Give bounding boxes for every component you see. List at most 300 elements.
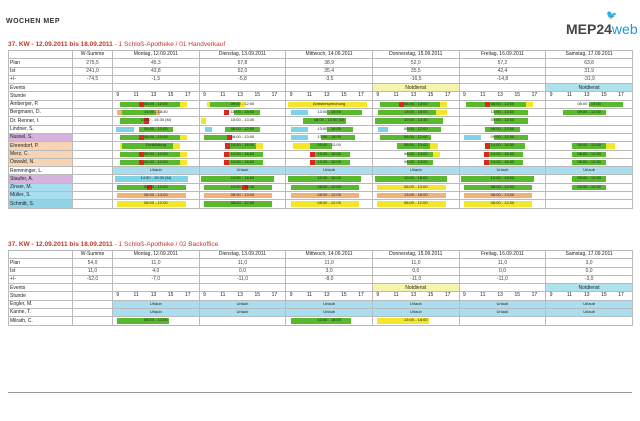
shift-cell[interactable] xyxy=(459,142,546,150)
shift-text: 08:00 - 12:00 xyxy=(404,125,428,131)
value-ist: 35,4 xyxy=(286,67,373,75)
employee-name[interactable]: Merz, C. xyxy=(9,150,73,158)
shift-cell[interactable] xyxy=(546,200,633,208)
shift-cell[interactable] xyxy=(546,158,633,166)
shift-cell[interactable] xyxy=(286,183,373,191)
day-header: Freitag, 16.09.2011 xyxy=(459,251,546,259)
value-plan: 57,2 xyxy=(459,59,546,67)
shift-cell[interactable] xyxy=(113,192,200,200)
row-label-plan: Plan xyxy=(9,59,73,67)
stunde-label: Stunde xyxy=(9,292,73,300)
shift-text: 10:00 - 18:00 xyxy=(317,175,341,181)
event-cell xyxy=(113,84,200,92)
tick-cell xyxy=(459,292,546,300)
shift-cell[interactable] xyxy=(113,150,200,158)
shift-cell[interactable] xyxy=(372,175,459,183)
shift-cell[interactable] xyxy=(113,200,200,208)
shift-text: Amtsbesprechung xyxy=(313,100,346,106)
employee-name[interactable]: Staufer, A. xyxy=(9,175,73,183)
employee-name[interactable]: Nussel, S. xyxy=(9,133,73,141)
shift-cell[interactable] xyxy=(459,192,546,200)
value-plan: 57,8 xyxy=(199,59,286,67)
shift-text: 10:00 - 13:30 xyxy=(404,117,428,123)
shift-text: Urlaub xyxy=(149,309,162,315)
shift-cell[interactable] xyxy=(199,309,286,317)
shift-cell[interactable] xyxy=(459,125,546,133)
employee-sum xyxy=(73,300,113,308)
summary-diff: -74,5 xyxy=(73,75,113,83)
value-plan: 52,0 xyxy=(372,59,459,67)
shift-text: 08:00 - 12:00 xyxy=(490,200,515,206)
tick-label: 13 xyxy=(497,292,503,299)
employee-name[interactable]: Amberger, P. xyxy=(9,100,73,108)
shift-text: 08:00 - 13:00 xyxy=(404,150,428,156)
value-diff: -11,0 xyxy=(199,275,286,283)
shift-text: 08:00 - 13:00 (M) xyxy=(313,117,345,123)
tick-label: 13 xyxy=(583,92,590,99)
shift-text: 08:00 - 12:00 xyxy=(317,192,341,198)
shift-cell[interactable] xyxy=(286,100,373,108)
tick-label: 13 xyxy=(410,92,417,99)
shift-text: 13:00 - 18:00 xyxy=(317,133,341,139)
tick-cell xyxy=(286,92,373,100)
value-plan: 11,0 xyxy=(286,259,373,267)
employee-sum xyxy=(73,158,113,166)
shift-text: 10:00 - 18:00 xyxy=(230,142,255,148)
shift-cell[interactable] xyxy=(459,317,546,325)
shift-text: 13:00 - 18:00 xyxy=(317,125,341,131)
shift-cell[interactable] xyxy=(199,125,286,133)
shift-cell[interactable] xyxy=(546,133,633,141)
shift-cell[interactable] xyxy=(546,175,633,183)
shift-text: 08:00 - 13:00 xyxy=(144,317,168,323)
employee-sum xyxy=(73,100,113,108)
shift-text: Urlaub xyxy=(496,300,509,306)
employee-name[interactable]: Oswald, N. xyxy=(9,158,73,166)
shift-cell[interactable] xyxy=(199,175,286,183)
shift-cell[interactable] xyxy=(199,109,286,117)
summary-plan: 275,5 xyxy=(73,59,113,67)
shift-cell[interactable] xyxy=(546,109,633,117)
shift-cell[interactable] xyxy=(199,183,286,191)
day-header: Samstag, 17.09.2011 xyxy=(546,51,633,59)
tick-label: 15 xyxy=(167,292,174,299)
shift-text: Urlaub xyxy=(236,167,249,173)
shift-cell[interactable] xyxy=(113,309,200,317)
shift-text: 13:00 - 18:00 xyxy=(404,317,428,323)
shift-cell[interactable] xyxy=(372,150,459,158)
corner-cell xyxy=(9,251,73,259)
shift-cell[interactable] xyxy=(372,300,459,308)
employee-sum xyxy=(73,192,113,200)
shift-text: 08:00 - 12:00 xyxy=(404,133,428,139)
shift-text: 08:00 - 12:00 xyxy=(230,125,255,131)
shift-cell[interactable] xyxy=(286,142,373,150)
day-header: Montag, 12.09.2011 xyxy=(113,51,200,59)
shift-cell[interactable] xyxy=(546,100,633,108)
tick-cell xyxy=(199,292,286,300)
value-ist: 0,0 xyxy=(459,267,546,275)
shift-text: 10:00 - 13:00 xyxy=(490,109,515,115)
shift-cell[interactable] xyxy=(286,133,373,141)
tick-label: 13 xyxy=(324,92,330,99)
shift-text: 08:00 - 12:00 xyxy=(230,200,255,206)
tick-cell xyxy=(286,292,373,300)
event-cell: Notdienst xyxy=(546,284,633,292)
shift-text: 08:00 - 12:00 xyxy=(577,142,601,148)
employee-name[interactable]: Engler, M. xyxy=(9,300,73,308)
shift-cell[interactable] xyxy=(286,309,373,317)
shift-cell[interactable] xyxy=(459,200,546,208)
day-header: Dienstag, 13.09.2011 xyxy=(199,251,286,259)
employee-sum xyxy=(73,150,113,158)
tick-label: 15 xyxy=(514,292,520,299)
shift-text: 08:00 - 12:00 xyxy=(144,133,168,139)
value-diff: -1,5 xyxy=(113,75,200,83)
value-diff: -3,0 xyxy=(546,275,633,283)
shift-cell[interactable] xyxy=(546,117,633,125)
tick-label: 11 xyxy=(306,292,313,299)
shift-text: 14:00 - 18:30 xyxy=(490,158,515,164)
shift-cell[interactable] xyxy=(199,150,286,158)
shift-text: Urlaub xyxy=(323,309,336,315)
shift-cell[interactable] xyxy=(113,109,200,117)
shift-cell[interactable] xyxy=(459,150,546,158)
tick-label: 13 xyxy=(237,92,243,99)
value-plan: 11,0 xyxy=(372,259,459,267)
shift-cell[interactable] xyxy=(459,300,546,308)
tick-label: 15 xyxy=(601,292,607,299)
shift-text: 13:00 - 18:00 xyxy=(404,109,428,115)
tick-label: 9 xyxy=(289,292,293,299)
shift-text: 08:00 - 13:00 xyxy=(577,100,601,106)
tick-label: 15 xyxy=(254,92,261,99)
value-ist: 31,9 xyxy=(546,67,633,75)
shift-cell[interactable] xyxy=(286,125,373,133)
shift-cell[interactable] xyxy=(286,300,373,308)
value-diff: -5,8 xyxy=(199,75,286,83)
employee-name[interactable]: Ehrendorf, P. xyxy=(9,142,73,150)
shift-text: 08:00 - 12:00 xyxy=(144,100,168,106)
shift-text: 08:00 - 12:00 xyxy=(144,150,168,156)
section2-table xyxy=(8,250,633,326)
shift-text: 08:00 - 12:00 xyxy=(144,200,168,206)
shift-text: Urlaub xyxy=(409,309,422,315)
shift-cell[interactable] xyxy=(199,300,286,308)
shift-cell[interactable] xyxy=(199,192,286,200)
shift-cell[interactable] xyxy=(286,158,373,166)
shift-text: 08:00 - 12:00 xyxy=(490,183,515,189)
summary-header: W-Summe xyxy=(73,51,113,59)
shift-text: 08:00 - 12:00 xyxy=(144,158,168,164)
shift-text: 13:00 - 18:00 xyxy=(404,192,428,198)
shift-text: 08:00 - 12:00 xyxy=(490,100,515,106)
shift-cell[interactable] xyxy=(113,317,200,325)
event-cell xyxy=(286,84,373,92)
shift-cell[interactable] xyxy=(286,192,373,200)
shift-text: 14:00 - 18:30 xyxy=(490,150,515,156)
value-ist: 0,0 xyxy=(546,267,633,275)
shift-cell[interactable] xyxy=(546,142,633,150)
event-cell: Notdienst xyxy=(372,284,459,292)
shift-cell[interactable] xyxy=(113,158,200,166)
value-diff: -11,0 xyxy=(459,275,546,283)
shift-cell[interactable] xyxy=(199,117,286,125)
value-diff: -7,0 xyxy=(113,275,200,283)
shift-cell[interactable] xyxy=(459,100,546,108)
shift-cell[interactable] xyxy=(113,125,200,133)
shift-cell[interactable] xyxy=(546,125,633,133)
tick-label: 9 xyxy=(203,292,206,299)
shift-cell[interactable] xyxy=(459,117,546,125)
tick-label: 15 xyxy=(601,92,607,99)
shift-cell[interactable] xyxy=(372,183,459,191)
shift-text: 10:00 - 18:00 xyxy=(404,175,428,181)
shift-text: Urlaub xyxy=(496,167,509,173)
event-cell xyxy=(459,84,546,92)
shift-text: Urlaub xyxy=(409,167,422,173)
shift-text: Urlaub xyxy=(323,300,336,306)
shift-cell[interactable] xyxy=(372,133,459,141)
shift-text: 08:00 - 13:00 xyxy=(404,183,428,189)
shift-cell[interactable] xyxy=(199,200,286,208)
shift-cell[interactable] xyxy=(546,317,633,325)
shift-text: 08:00 - 12:00 xyxy=(144,183,168,189)
tick-cell xyxy=(372,292,459,300)
summary-plan: 54,0 xyxy=(73,259,113,267)
tick-label: 13 xyxy=(237,292,243,299)
shift-cell[interactable] xyxy=(113,167,200,175)
shift-cell[interactable] xyxy=(459,158,546,166)
shift-text: 10:00 - 18:00 xyxy=(230,109,255,115)
stunde-label: Stunde xyxy=(9,92,73,100)
tick-label: 15 xyxy=(341,292,347,299)
tick-label: 17 xyxy=(184,92,191,99)
tick-label: 15 xyxy=(427,292,434,299)
value-ist: 0,0 xyxy=(199,267,286,275)
value-ist: 35,5 xyxy=(372,67,459,75)
employee-name[interactable]: Dr. Renner, I. xyxy=(9,117,73,125)
value-diff: -16,5 xyxy=(372,75,459,83)
employee-sum xyxy=(73,167,113,175)
event-cell xyxy=(199,84,286,92)
tick-label: 17 xyxy=(358,292,364,299)
shift-cell[interactable] xyxy=(199,100,286,108)
shift-text: 14:00 - 15:30 (M) xyxy=(140,175,172,181)
shift-cell[interactable] xyxy=(372,317,459,325)
summary-header: W-Summe xyxy=(73,251,113,259)
shift-text: 10:00 - 18:00 xyxy=(490,175,515,181)
shift-cell[interactable] xyxy=(372,125,459,133)
tick-label: 9 xyxy=(203,92,206,99)
employee-sum xyxy=(73,200,113,208)
tick-label: 13 xyxy=(150,92,157,99)
tick-label: 11 xyxy=(133,292,139,299)
shift-cell[interactable] xyxy=(286,317,373,325)
shift-cell[interactable] xyxy=(199,142,286,150)
shift-cell[interactable] xyxy=(459,309,546,317)
shift-cell[interactable] xyxy=(286,167,373,175)
shift-cell[interactable] xyxy=(459,175,546,183)
tick-label: 17 xyxy=(618,292,624,299)
employee-name[interactable]: Milrath, C. xyxy=(9,317,73,325)
shift-text: 08:00 - 13:00 xyxy=(404,158,428,164)
shift-cell[interactable] xyxy=(459,133,546,141)
value-plan: 11,0 xyxy=(113,259,200,267)
employee-name[interactable]: Kanne, T. xyxy=(9,309,73,317)
summary-diff: -52,0 xyxy=(73,275,113,283)
shift-cell[interactable] xyxy=(199,133,286,141)
shift-cell[interactable] xyxy=(113,117,200,125)
shift-cell[interactable] xyxy=(459,109,546,117)
shift-cell[interactable] xyxy=(113,142,200,150)
tick-label: 17 xyxy=(271,292,278,299)
tick-label: 15 xyxy=(167,92,174,99)
bird-icon: 🐦 xyxy=(606,10,618,20)
employee-name[interactable]: Müller, S. xyxy=(9,192,73,200)
shift-cell[interactable] xyxy=(372,200,459,208)
tick-label: 15 xyxy=(341,92,347,99)
shift-cell[interactable] xyxy=(113,100,200,108)
summary-ist: 241,0 xyxy=(73,67,113,75)
shift-text: Urlaub xyxy=(583,309,595,315)
shift-text: Urlaub xyxy=(583,167,595,173)
shift-text: 08:00 - 12:00 xyxy=(577,158,601,164)
shift-text: 09:00 - 12:00 xyxy=(230,100,255,106)
tick-label: 17 xyxy=(531,92,538,99)
shift-cell[interactable] xyxy=(199,167,286,175)
tick-label: 13 xyxy=(410,292,417,299)
value-diff: -3,5 xyxy=(286,75,373,83)
shift-text: 08:00 - 13:00 xyxy=(490,192,515,198)
shift-text: Urlaub xyxy=(323,167,336,173)
shift-cell[interactable] xyxy=(286,175,373,183)
shift-cell[interactable] xyxy=(546,167,633,175)
shift-text: Urlaub xyxy=(236,309,249,315)
event-cell xyxy=(199,284,286,292)
shift-cell[interactable] xyxy=(372,117,459,125)
tick-label: 11 xyxy=(306,92,313,99)
day-header: Mittwoch, 14.09.2011 xyxy=(286,251,373,259)
event-cell: Notdienst xyxy=(546,84,633,92)
value-ist: 42,4 xyxy=(459,67,546,75)
event-cell xyxy=(113,284,200,292)
shift-cell[interactable] xyxy=(372,142,459,150)
corner-cell xyxy=(9,51,73,59)
event-cell xyxy=(459,284,546,292)
tick-cell xyxy=(113,92,200,100)
shift-text: 08:00 - 13:00 xyxy=(404,142,428,148)
event-cell: Notdienst xyxy=(372,84,459,92)
tick-label: 15 xyxy=(427,92,434,99)
shift-text: 14:00 - 18:30 xyxy=(230,183,255,189)
employee-sum xyxy=(73,183,113,191)
shift-cell[interactable] xyxy=(372,100,459,108)
employee-name[interactable]: Remminger, L. xyxy=(9,167,73,175)
value-plan: 11,0 xyxy=(199,259,286,267)
shift-text: 10:00 - 13:30 xyxy=(230,117,255,123)
shift-text: Urlaub xyxy=(583,300,595,306)
shift-cell[interactable] xyxy=(546,309,633,317)
row-label-diff: +/- xyxy=(9,275,73,283)
tick-label: 17 xyxy=(184,292,191,299)
shift-text: 09:00 - 12:00 xyxy=(577,183,601,189)
shift-text: Fortbildung xyxy=(145,142,166,148)
tick-label: 17 xyxy=(444,92,451,99)
shift-text: 08:00 - 12:00 xyxy=(577,150,601,156)
shift-cell[interactable] xyxy=(199,158,286,166)
shift-cell[interactable] xyxy=(199,317,286,325)
tick-label: 9 xyxy=(463,92,466,99)
row-label-diff: +/- xyxy=(9,75,73,83)
events-sum xyxy=(73,84,113,92)
shift-cell[interactable] xyxy=(459,183,546,191)
tick-label: 9 xyxy=(116,292,120,299)
shift-cell[interactable] xyxy=(372,158,459,166)
page-title: WOCHEN MEP xyxy=(6,18,60,25)
shift-cell[interactable] xyxy=(113,175,200,183)
shift-text: 08:00 - 13:00 xyxy=(404,100,428,106)
shift-text: 09:00 - 12:00 xyxy=(317,142,341,148)
shift-cell[interactable] xyxy=(286,117,373,125)
shift-cell[interactable] xyxy=(546,150,633,158)
employee-name[interactable]: Schmitt, S. xyxy=(9,200,73,208)
shift-cell[interactable] xyxy=(372,309,459,317)
shift-text: 08:00 - 12:00 xyxy=(404,200,428,206)
day-header: Samstag, 17.09.2011 xyxy=(546,251,633,259)
employee-name[interactable]: Zinser, M. xyxy=(9,183,73,191)
employee-sum xyxy=(73,309,113,317)
shift-text: 09:00 - 12:00 xyxy=(577,175,601,181)
value-plan: 3,0 xyxy=(546,259,633,267)
shift-cell[interactable] xyxy=(286,150,373,158)
shift-text: 08:00 - 13:00 xyxy=(230,192,255,198)
shift-cell[interactable] xyxy=(546,192,633,200)
shift-cell[interactable] xyxy=(459,167,546,175)
shift-cell[interactable] xyxy=(286,109,373,117)
shift-text: 13:00 - 18:00 xyxy=(317,317,341,323)
employee-name[interactable]: Bergmann, D. xyxy=(9,109,73,117)
employee-name[interactable]: Lindner, S. xyxy=(9,125,73,133)
day-header: Freitag, 16.09.2011 xyxy=(459,51,546,59)
shift-text: Urlaub xyxy=(149,300,162,306)
shift-cell[interactable] xyxy=(113,300,200,308)
tick-label: 15 xyxy=(514,92,520,99)
employee-sum xyxy=(73,317,113,325)
shift-cell[interactable] xyxy=(372,109,459,117)
shift-text: 09:00 - 12:00 xyxy=(577,109,601,115)
shift-text: 08:00 - 12:00 xyxy=(490,125,515,131)
tick-cell xyxy=(546,292,633,300)
value-ist: 43,8 xyxy=(113,67,200,75)
shift-text: 09:00 - 12:00 xyxy=(144,125,168,131)
shift-cell[interactable] xyxy=(546,300,633,308)
shift-cell[interactable] xyxy=(546,183,633,191)
shift-cell[interactable] xyxy=(372,192,459,200)
shift-cell[interactable] xyxy=(286,200,373,208)
section1-title: 37. KW - 12.09.2011 bis 18.09.2011 - 1 Schloß-Apotheke / 01 Handverkauf xyxy=(8,41,226,48)
tick-label: 11 xyxy=(566,92,573,99)
tick-label: 11 xyxy=(393,92,399,99)
shift-cell[interactable] xyxy=(113,183,200,191)
tick-label: 11 xyxy=(480,292,486,299)
tick-label: 9 xyxy=(549,92,553,99)
shift-cell[interactable] xyxy=(372,167,459,175)
tick-cell xyxy=(199,92,286,100)
shift-cell[interactable] xyxy=(113,133,200,141)
value-diff: -8,0 xyxy=(286,275,373,283)
value-plan: 63,8 xyxy=(546,59,633,67)
